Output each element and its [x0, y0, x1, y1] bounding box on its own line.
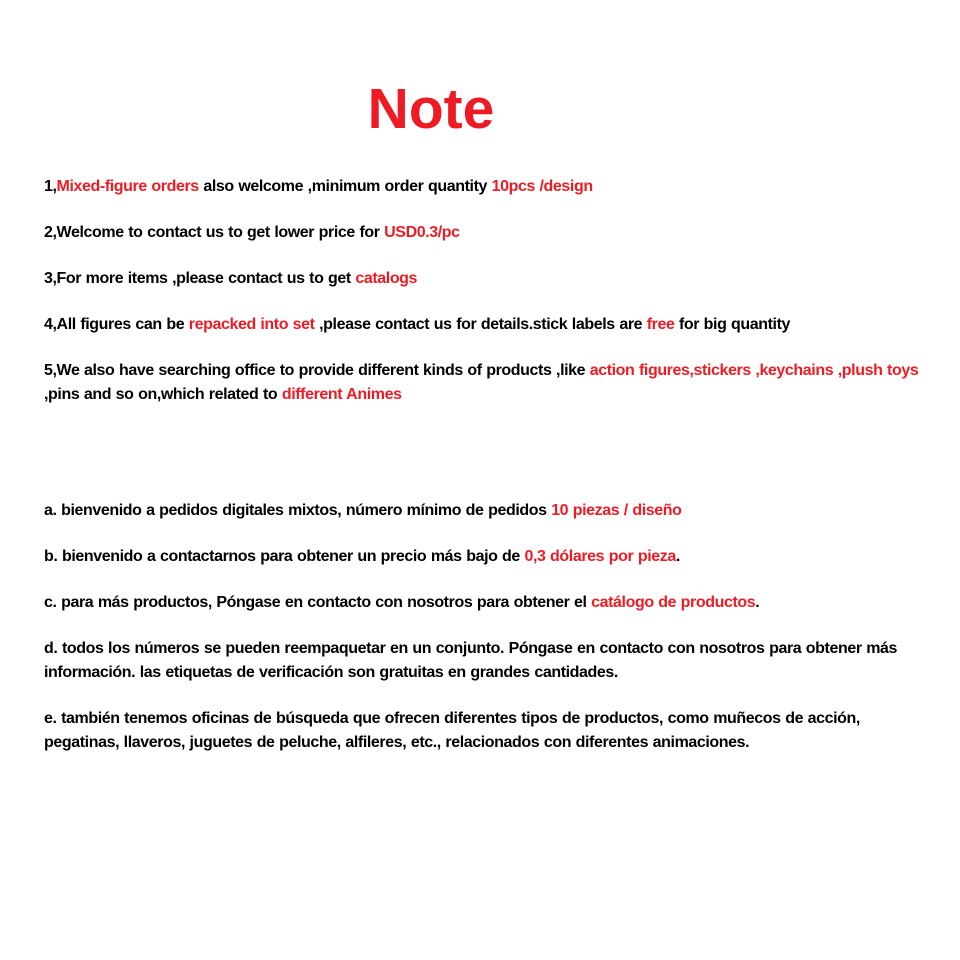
text-segment: free — [646, 316, 675, 333]
text-segment: 3,For more items ,please contact us to get — [44, 270, 356, 287]
note-en-5 — [44, 359, 920, 407]
title-wrap — [44, 0, 818, 141]
english-notes-section — [44, 175, 920, 407]
note-en-4 — [44, 313, 920, 337]
text-segment: 10 piezas / diseño — [551, 502, 682, 519]
text-segment: 5,We also have searching office to provide different kinds of products ,like — [44, 362, 590, 379]
text-segment: d. todos los números se pueden reempaquetar en un conjunto. Póngase en contacto con nosotros para obtener más información. las etiquetas de verificación son gratuitas en grandes cantidades. — [44, 640, 898, 681]
text-segment: 0,3 dólares por pieza — [524, 548, 676, 565]
note-es-b — [44, 545, 920, 569]
note-en-3 — [44, 267, 920, 291]
note-es-a — [44, 499, 920, 523]
note-en-1 — [44, 175, 920, 199]
note-es-c — [44, 591, 920, 615]
text-segment: Mixed-figure orders — [56, 178, 199, 195]
text-segment: USD0.3/pc — [384, 224, 460, 241]
text-segment: . — [675, 548, 680, 565]
text-segment: action figures,stickers ,keychains ,plush toys — [589, 362, 919, 379]
note-es-d — [44, 637, 920, 685]
text-segment: . — [755, 594, 760, 611]
note-en-2 — [44, 221, 920, 245]
text-segment: ,pins and so on,which related to — [44, 386, 282, 403]
text-segment: 10pcs /design — [491, 178, 593, 195]
note-es-e — [44, 707, 920, 755]
text-segment: catalogs — [355, 270, 418, 287]
text-segment: ,please contact us for details.stick labels are — [319, 316, 647, 333]
text-segment: a. bienvenido a pedidos digitales mixtos, número mínimo de pedidos — [44, 502, 552, 519]
text-segment: 1, — [44, 178, 57, 195]
text-segment: catálogo de productos — [591, 594, 756, 611]
text-segment: also welcome ,minimum order quantity — [198, 178, 492, 195]
text-segment: 2,Welcome to contact us to get lower price for — [44, 224, 385, 241]
text-segment: e. también tenemos oficinas de búsqueda que ofrecen diferentes tipos de productos, como muñecos de acción, pegatinas, llaveros, juguetes de peluche, alfileres, etc., relacionados con diferentes animaciones. — [44, 710, 860, 751]
text-segment: 4,All figures can be — [44, 316, 189, 333]
text-segment: repacked into set — [188, 316, 320, 333]
text-segment: for big quantity — [674, 316, 791, 333]
spanish-notes-section — [44, 499, 920, 755]
text-segment: b. bienvenido a contactarnos para obtener un precio más bajo de — [44, 548, 525, 565]
page-title: Note — [367, 77, 495, 141]
text-segment: c. para más productos, Póngase en contacto con nosotros para obtener el — [44, 594, 592, 611]
text-segment: different Animes — [281, 386, 402, 403]
